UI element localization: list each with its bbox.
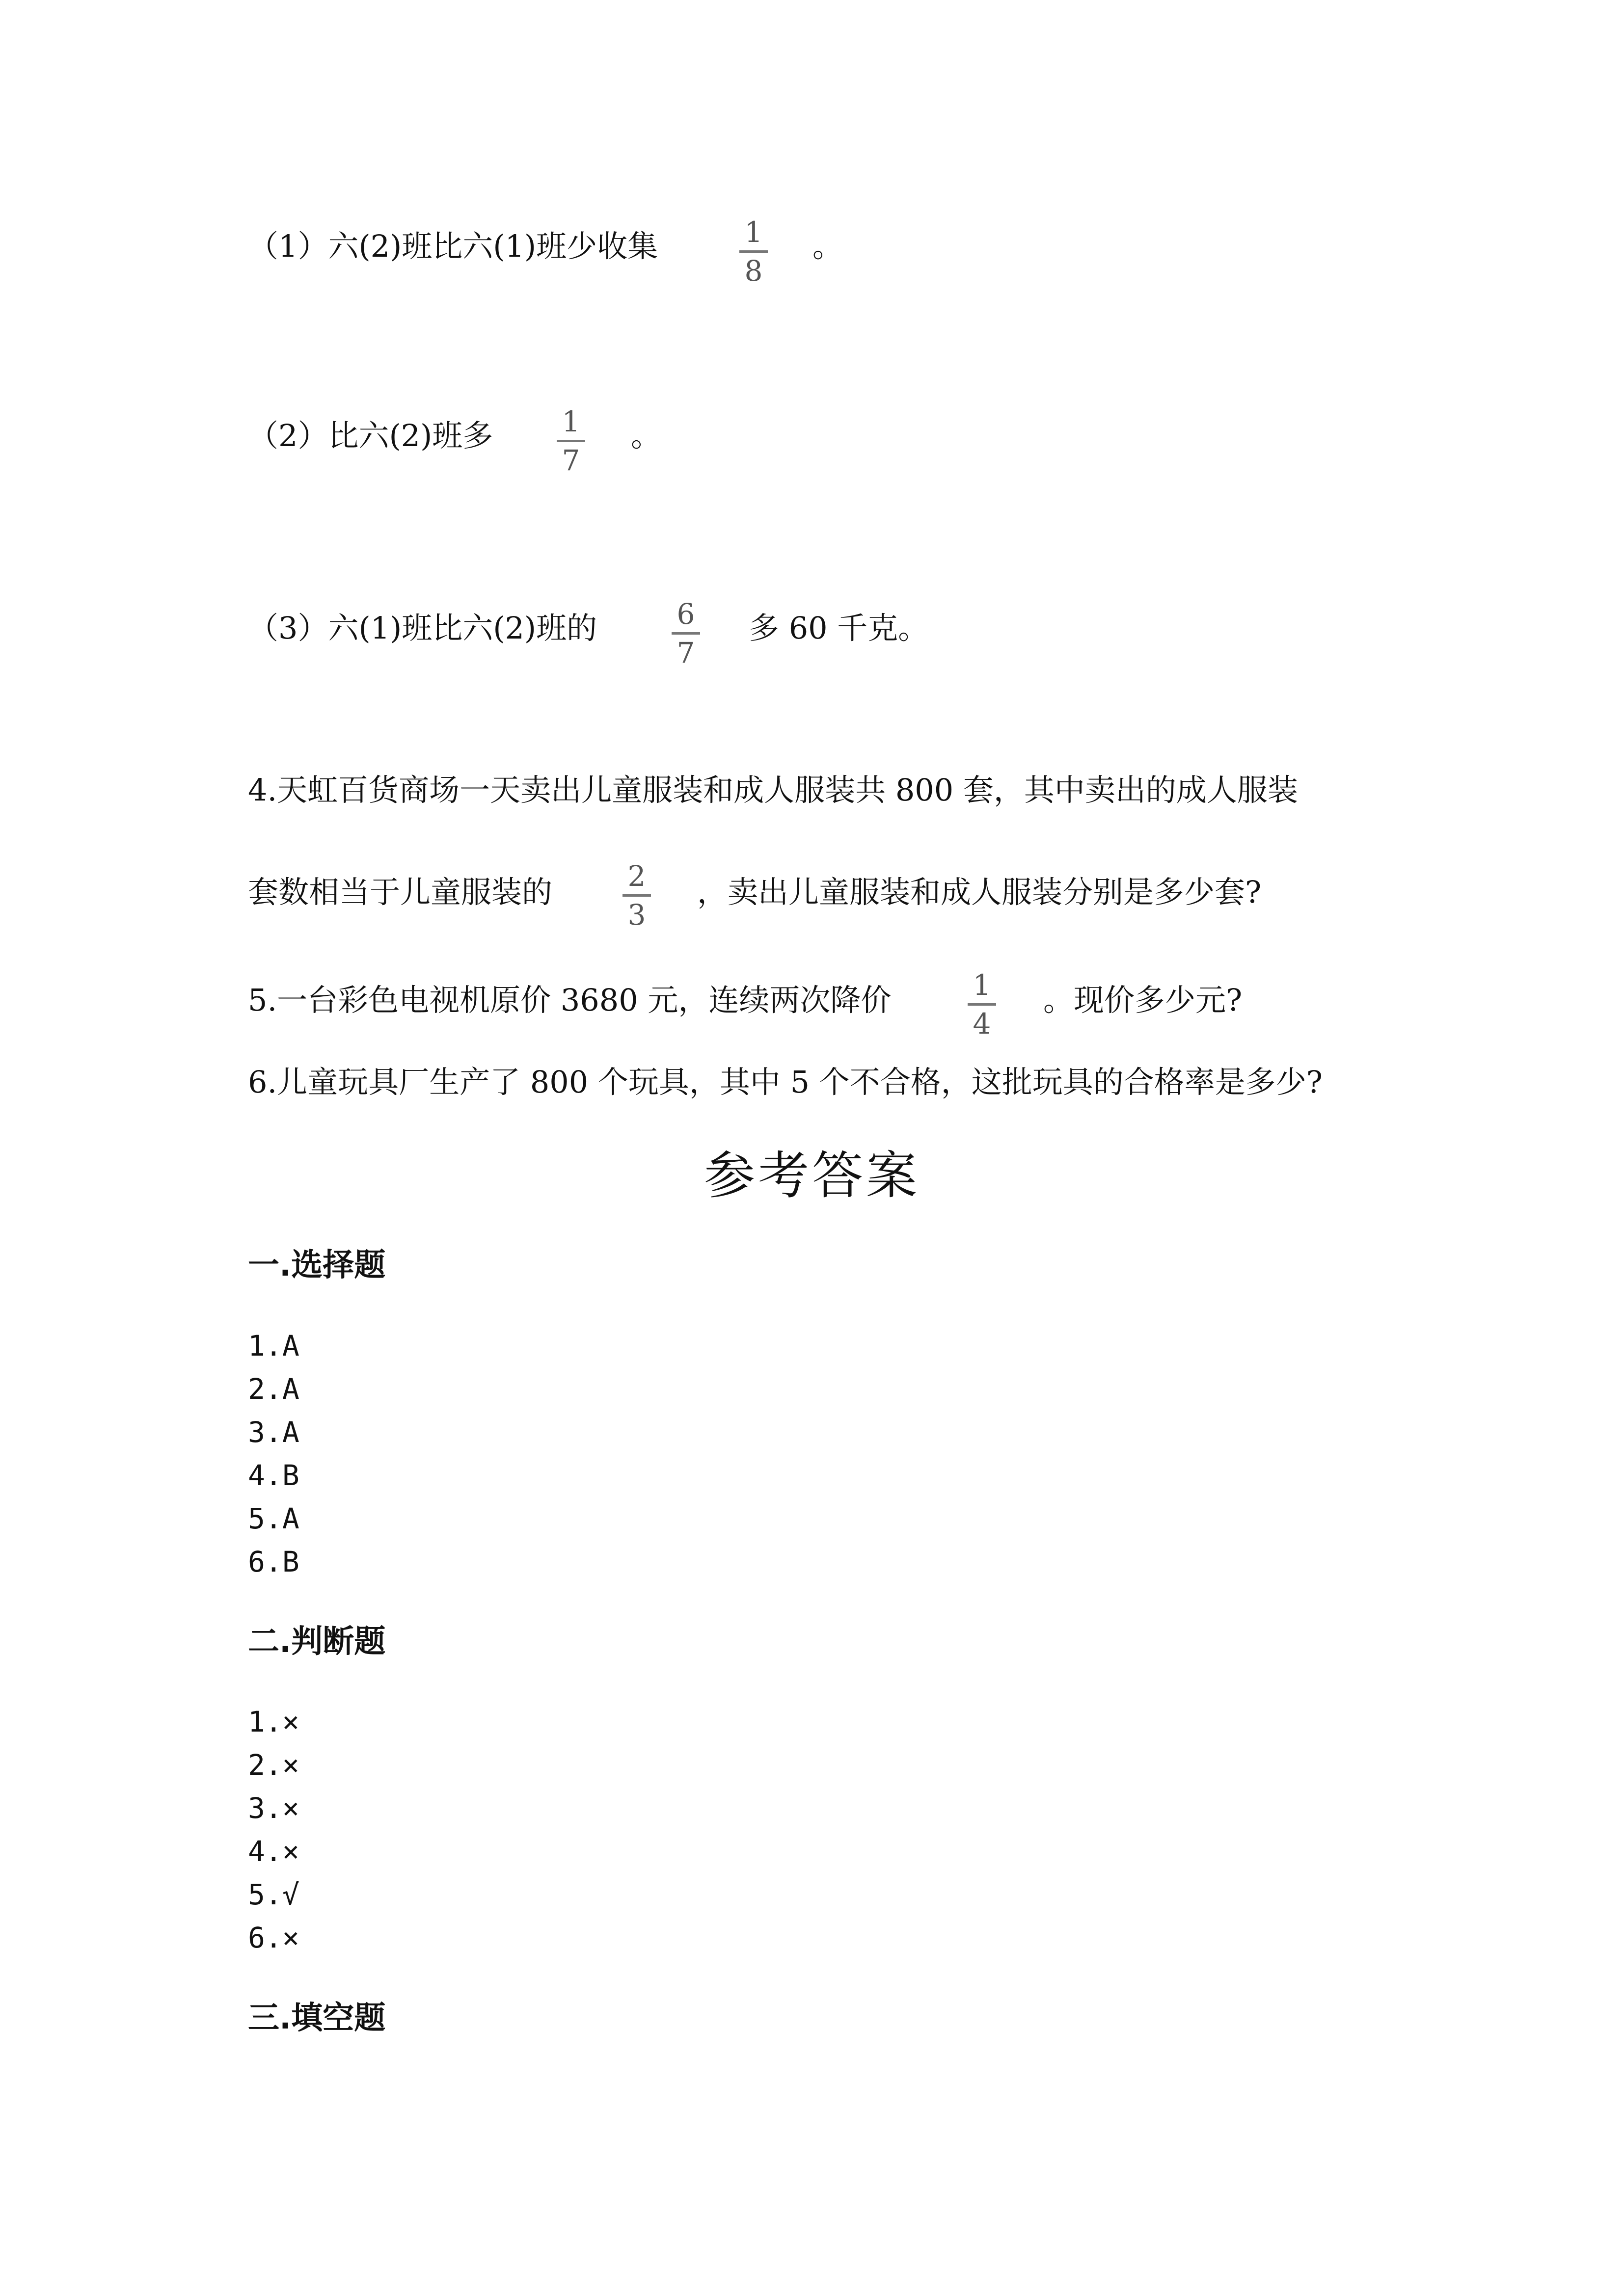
q3-sub3-end <box>749 609 928 648</box>
q3-sub1-text: （1）六(2)班比六(1)班少收集 <box>248 228 658 264</box>
q4-line2-start-text: 套数相当于儿童服装的 <box>248 874 553 910</box>
q3-sub1-end-text: 。 <box>812 228 843 264</box>
section-heading-choice: 一.选择题 <box>248 1247 386 1283</box>
fraction-denominator: 3 <box>627 898 646 932</box>
fraction-denominator: 7 <box>677 636 695 669</box>
q4-fraction <box>620 860 654 931</box>
q3-sub3-text: （3）六(1)班比六(2)班的 <box>248 610 597 646</box>
q3-sub2 <box>248 416 493 455</box>
q5-end <box>1043 981 1242 1020</box>
answer-item: 2.A <box>248 1372 299 1406</box>
answer-item: 5.√ <box>248 1878 299 1911</box>
q5-fraction <box>965 969 999 1040</box>
answer-item: 5.A <box>248 1502 299 1535</box>
answer-item: 1.× <box>248 1705 299 1738</box>
answer-item: 2.× <box>248 1748 299 1782</box>
fraction-bar <box>968 1003 996 1006</box>
fraction-bar <box>557 440 585 442</box>
q3-sub3 <box>248 609 597 648</box>
fraction-numerator: 1 <box>973 968 991 1002</box>
answer-item: 3.× <box>248 1791 299 1825</box>
fraction-bar <box>739 250 768 253</box>
fraction-bar <box>672 632 700 635</box>
q5-start-text: 5.一台彩色电视机原价 3680 元，连续两次降价 <box>248 982 892 1018</box>
q6-text: 6.儿童玩具厂生产了 800 个玩具，其中 5 个不合格，这批玩具的合格率是多少? <box>248 1064 1323 1100</box>
answer-item: 6.× <box>248 1921 299 1954</box>
q3-sub2-text: （2）比六(2)班多 <box>248 418 493 454</box>
answer-item: 4.B <box>248 1459 299 1492</box>
section-heading-fill-blank: 三.填空题 <box>248 2000 386 2036</box>
fraction-denominator: 8 <box>744 254 763 288</box>
q4-line2-end <box>697 873 1261 912</box>
fraction-numerator: 1 <box>562 405 580 438</box>
fraction-denominator: 4 <box>973 1007 991 1041</box>
q4-line2-start <box>248 873 552 912</box>
q5-line <box>248 981 891 1020</box>
answer-item: 1.A <box>248 1329 299 1362</box>
answer-item: 6.B <box>248 1545 299 1578</box>
answer-key-title: 参考答案 <box>704 1146 920 1205</box>
q3-sub1-end <box>812 227 843 266</box>
q6-line <box>248 1063 1323 1102</box>
fraction-numerator: 1 <box>744 215 763 249</box>
q3-sub1-fraction <box>736 216 771 287</box>
fraction-numerator: 2 <box>627 859 646 893</box>
q3-sub2-end-text: 。 <box>631 418 662 454</box>
q4-line1-text: 4.天虹百货商场一天卖出儿童服装和成人服装共 800 套，其中卖出的成人服装 <box>248 772 1298 808</box>
answer-item: 3.A <box>248 1415 299 1449</box>
fraction-denominator: 7 <box>562 444 580 477</box>
q3-sub3-end-text: 多 60 千克。 <box>749 610 929 646</box>
answer-item: 4.× <box>248 1835 299 1868</box>
fraction-bar <box>623 894 651 897</box>
q3-sub2-fraction <box>554 405 588 477</box>
q5-end-text: 。现价多少元? <box>1043 982 1243 1018</box>
section-heading-judgement: 二.判断题 <box>248 1624 386 1660</box>
q4-line2-end-text: ，卖出儿童服装和成人服装分别是多少套? <box>697 874 1262 910</box>
q4-line1 <box>248 771 1298 810</box>
fraction-numerator: 6 <box>677 597 695 631</box>
q3-sub1 <box>248 227 658 266</box>
q3-sub3-fraction <box>669 598 703 669</box>
q3-sub2-end <box>631 416 661 455</box>
